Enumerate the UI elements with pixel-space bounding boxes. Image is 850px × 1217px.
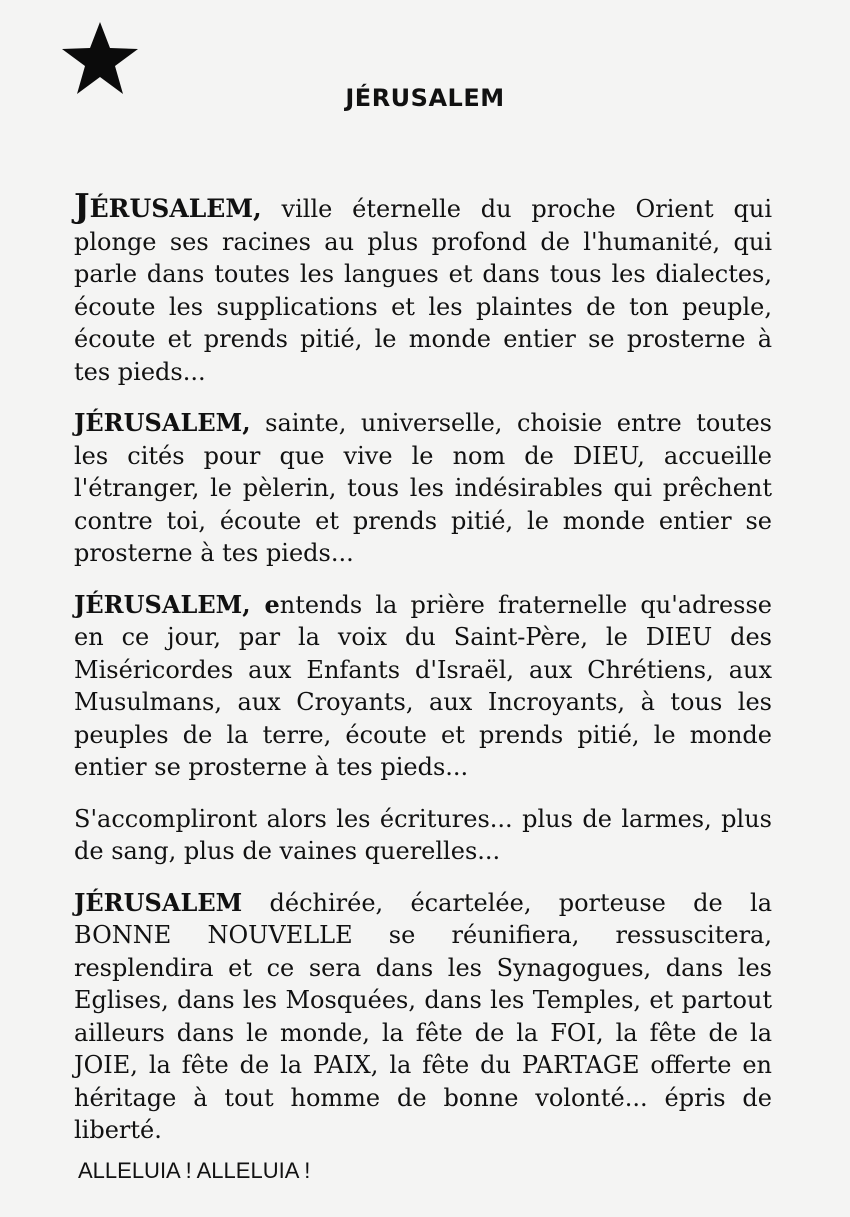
paragraph-text: déchirée, écartelée, porteuse de la BONNE NOUVELLE se réunifiera, ressuscitera, resplendira et ce sera dans les Synagogues, dans les Eglises, dans les Mosquées, dans les Temples, et partout ailleurs dans le monde, la fête de la FOI, la fête de la JOIE, la fête de la PAIX, la fête du PARTAGE offerte en héritage à tout homme de bonne volonté... épris de liberté. xyxy=(74,888,772,1144)
paragraph-4 xyxy=(74,803,772,868)
closing-line: ALLELUIA ! ALLELUIA ! xyxy=(78,1158,311,1183)
page-title: JÉRUSALEM xyxy=(345,84,505,112)
document-body xyxy=(74,186,772,1166)
paragraph-lead: JÉRUSALEM, e xyxy=(74,589,280,619)
paragraph-lead: JÉRUSALEM xyxy=(74,887,243,917)
paragraph-text: ville éternelle du proche Orient qui plonge ses racines au plus profond de l'humanité, qui parle dans toutes les langues et dans tous les dialectes, écoute les supplications et les plaintes de ton peuple, écoute et prends pitié, le monde entier se prosterne à tes pieds... xyxy=(74,195,772,386)
paragraph-text: ntends la prière fraternelle qu'adresse en ce jour, par la voix du Saint-Père, le DIEU des Miséricordes aux Enfants d'Israël, aux Chrétiens, aux Musulmans, aux Croyants, aux Incroyants, à tous les peuples de la terre, écoute et prends pitié, le monde entier se prosterne à tes pieds... xyxy=(74,590,772,781)
paragraph-2 xyxy=(74,407,772,570)
paragraph-text: S'accompliront alors les écritures... plus de larmes, plus de sang, plus de vaines querelles... xyxy=(74,804,772,865)
paragraph-5 xyxy=(74,887,772,1147)
paragraph-lead: JÉRUSALEM, xyxy=(74,408,251,437)
paragraph-1 xyxy=(74,186,772,388)
paragraph-text: sainte, universelle, choisie entre toutes les cités pour que vive le nom de DIEU, accueille l'étranger, le pèlerin, tous les indésirables qui prêchent contre toi, écoute et prends pitié, le monde entier se prosterne à tes pieds... xyxy=(74,409,772,567)
paragraph-3 xyxy=(74,589,772,784)
paragraph-lead: JÉRUSALEM, xyxy=(74,186,262,225)
